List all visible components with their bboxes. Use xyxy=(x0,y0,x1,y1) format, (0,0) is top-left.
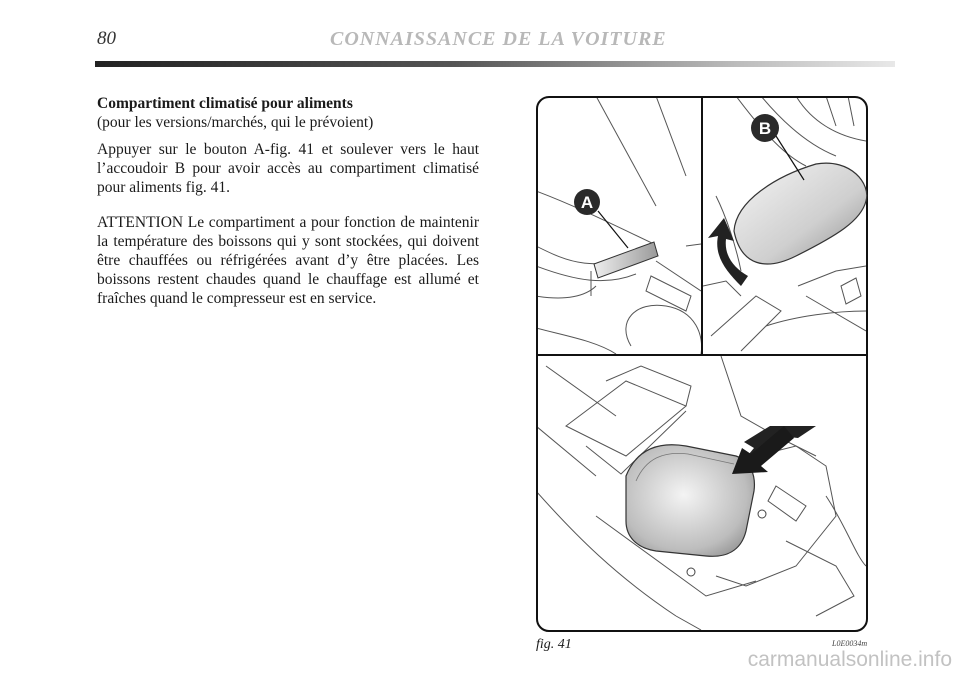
page-number: 80 xyxy=(97,28,116,49)
watermark: carmanualsonline.info xyxy=(747,648,952,671)
header-rule xyxy=(95,61,895,67)
callout-b: B xyxy=(758,119,772,138)
text-column xyxy=(97,94,479,324)
callout-a: A xyxy=(580,193,594,212)
instruction-paragraph: Appuyer sur le bouton A-fig. 41 et soulever vers le haut l’accoudoir B pour avoir accès au compartiment climatisé pour aliments fig. 41. xyxy=(97,141,479,196)
figure-41 xyxy=(536,96,868,632)
figure-caption: fig. 41 xyxy=(536,637,572,652)
figure-code: L0E0034m xyxy=(832,639,868,648)
armrest-illustration xyxy=(536,96,868,632)
section-title: Compartiment climatisé pour aliments xyxy=(97,95,353,112)
running-header: CONNAISSANCE DE LA VOITURE xyxy=(330,28,667,50)
section-subtitle: (pour les versions/marchés, qui le prévoient) xyxy=(97,114,374,131)
warning-paragraph: ATTENTION Le compartiment a pour fonction de maintenir la température des boissons qui y sont stockées, qui doivent être chauffées ou réfrigérées avant d’y être placées. Les boissons restent chaudes quand le chauffage est allumé et fraîches quand le compresseur est en service. xyxy=(97,214,479,307)
